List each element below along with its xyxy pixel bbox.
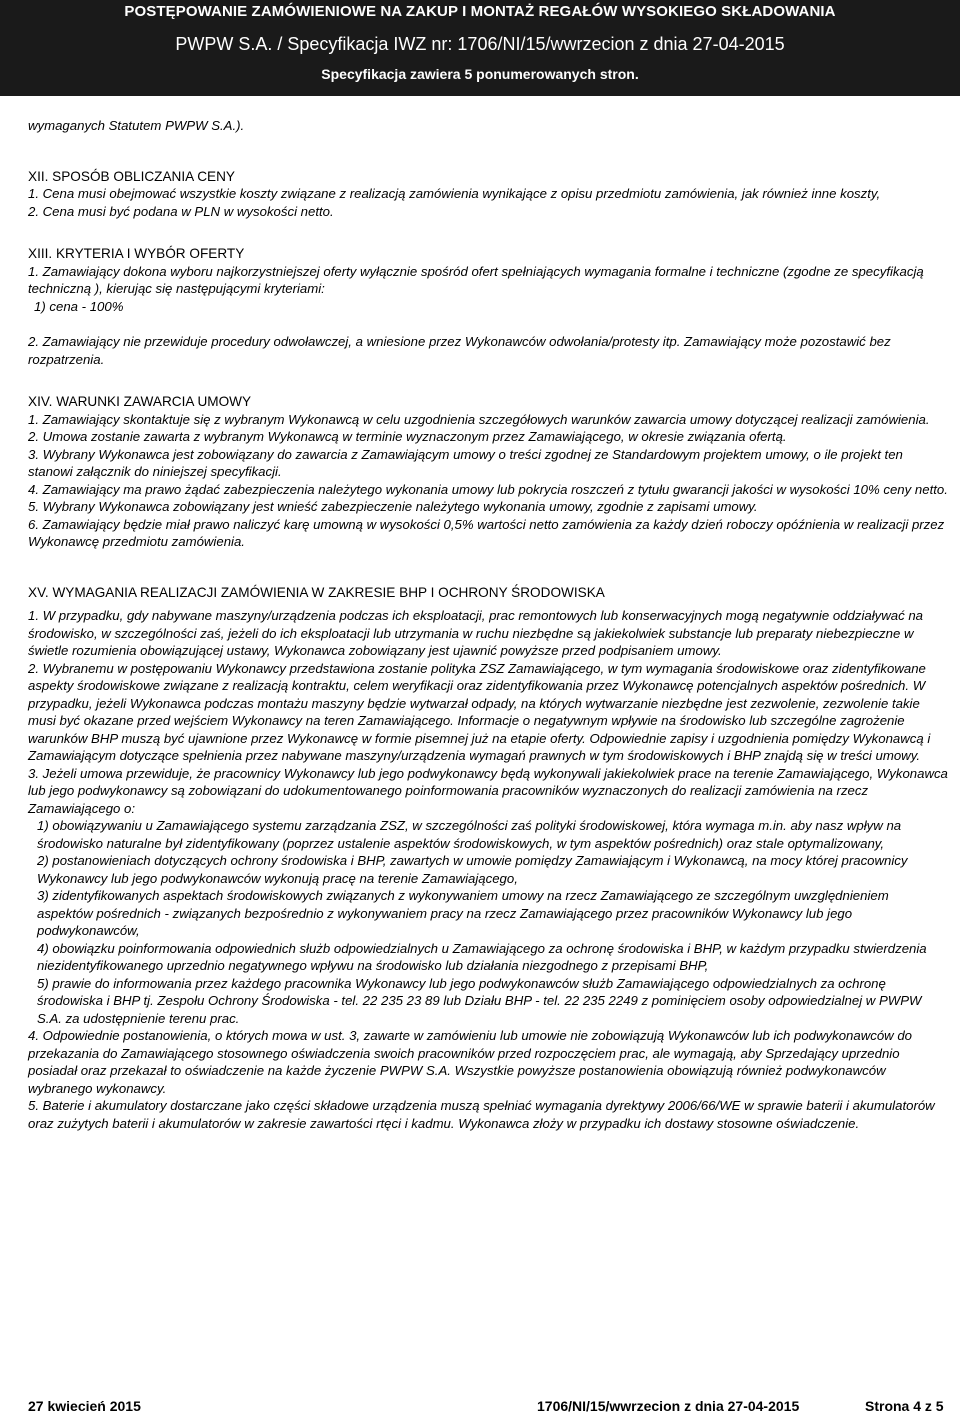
section-14-title: XIV. WARUNKI ZAWARCIA UMOWY — [28, 394, 252, 409]
footer-date: 27 kwiecień 2015 — [28, 1398, 141, 1414]
section-12-item: 2. Cena musi być podana w PLN w wysokości netto. — [28, 203, 334, 219]
section-15-subitem: 4) obowiązku poinformowania odpowiednich służb odpowiedzialnych u Zamawiającego za ochronę środowiska i BHP, w każdym przypadku stwierdzenia niezidentyfikowanego uprzednio negatywnego wpływu na środowisko lub działania niezgodnego z przepisami BHP, — [37, 940, 927, 973]
section-14-item: 1. Zamawiający skontaktuje się z wybranym Wykonawcą w celu uzgodnienia szczegółowych warunków zawarcia umowy dotyczącej realizacji zamówienia. — [28, 411, 930, 427]
section-13-title: XIII. KRYTERIA I WYBÓR OFERTY — [28, 246, 245, 261]
section-15-paragraph: 4. Odpowiednie postanowienia, o których mowa w ust. 3, zawarte w zamówieniu lub umowie nie zobowiązują Wykonawców lub ich podwykonawców do przekazania do Zamawiającego stosownego oświadczenia swoich pracowników przed rozpoczęciem prac, ale wymagają, aby Sprzedający uprzednio posiadał oraz przekazał to oświadczenie na każde życzenie PWPW S.A. Wszystkie powyższe postanowienia obowiązują również podwykonawców wybranego wykonawcy. — [28, 1028, 913, 1096]
section-15-subitem: 5) prawie do informowania przez każdego pracownika Wykonawcy lub jego podwykonawców służb Zamawiającego odpowiedzialnych za ochronę środowiska i BHP tj. Zespołu Ochrony Środowiska - tel. 22 235 23 89 lub Działu BHP - tel. 22 235 2249 z pominięciem osoby odpowiedzialnej w PWPW S.A. za udostępnienie terenu prac. — [37, 975, 922, 1026]
footer-page-number: Strona 4 z 5 — [865, 1398, 944, 1414]
section-13-paragraph: 1. Zamawiający dokona wyboru najkorzystniejszej oferty wyłącznie spośród ofert spełniających wymagania formalne i techniczne (zgodne ze specyfikacją techniczną ), kierując się następującymi kryteriami: — [28, 263, 924, 296]
section-15-title: XV. WYMAGANIA REALIZACJI ZAMÓWIENIA W ZAKRESIE BHP I OCHRONY ŚRODOWISKA — [28, 584, 605, 600]
section-14-item: 6. Zamawiający będzie miał prawo naliczyć karę umowną w wysokości 0,5% wartości netto zamówienia za każdy dzień roboczy opóźnienia w realizacji przez Wykonawcę przedmiotu zamówienia. — [28, 516, 945, 549]
intro-text: wymaganych Statutem PWPW S.A.). — [28, 118, 245, 133]
section-14-item: 2. Umowa zostanie zawarta z wybranym Wykonawcą w terminie wyznaczonym przez Zamawiającego, w okresie związania ofertą. — [28, 429, 787, 444]
section-15-subitem: 3) zidentyfikowanych aspektach środowiskowych związanych z wykonywaniem umowy na rzecz Zamawiającego ze szczególnym uwzględnieniem aspektów pośrednich - związanych bezpośrednio z wykonywaniem pracy na rzecz Zamawiającego przez pracowników Wykonawcy lub jego podwykonawców, — [37, 888, 889, 938]
section-14-item: 5. Wybrany Wykonawca zobowiązany jest wnieść zabezpieczenie należytego wykonania umowy, zgodnie z zapisami umowy. — [28, 499, 758, 514]
section-15-subitem: 2) postanowieniach dotyczących ochrony środowiska i BHP, zawartych w umowie pomiędzy Zamawiającym i Wykonawcą, na mocy której pracownicy Wykonawcy lub jego podwykonawców wykonują pracę na terenie Zamawiającego, — [37, 853, 908, 886]
section-15-paragraph: 5. Baterie i akumulatory dostarczane jako części składowe urządzenia muszą spełniać wymagania dyrektywy 2006/66/WE w sprawie baterii i akumulatorów oraz zużytych baterii i akumulatorów w zakresie zawartości rtęci i kadmu. Wykonawca złoży w przypadku ich dostawy stosowne oświadczenie. — [28, 1098, 935, 1131]
section-15-subitem: 1) obowiązywaniu u Zamawiającego systemu zarządzania ZSZ, w szczególności zaś polityki środowiskowej, która wymaga m.in. aby nasz wpływ na środowisko naturalne był zidentyfikowany (poprzez ustalenie aspektów środowiskowych, w tym aspektów pośrednich) oraz stale optymalizowany, — [37, 818, 902, 851]
document-body — [28, 117, 948, 1132]
section-13-paragraph: 2. Zamawiający nie przewiduje procedury odwoławczej, a wniesione przez Wykonawców odwołania/protesty itp. Zamawiający może pozostawić bez rozpatrzenia. — [28, 334, 891, 367]
document-header — [0, 0, 960, 96]
section-14-item: 4. Zamawiający ma prawo żądać zabezpieczenia należytego wykonania umowy lub pokrycia roszczeń z tytułu gwarancji jakości w wysokości 10% ceny netto. — [28, 481, 948, 497]
section-12-item: 1. Cena musi obejmować wszystkie koszty związane z realizacją zamówienia wynikające z opisu przedmiotu zamówienia, jak również inne koszty, — [28, 186, 881, 201]
header-page-count: Specyfikacja zawiera 5 ponumerowanych stron. — [321, 66, 639, 82]
section-15-paragraph: 2. Wybranemu w postępowaniu Wykonawcy przedstawiona zostanie polityka ZSZ Zamawiającego, w tym wymagania środowiskowe oraz zidentyfikowane aspekty środowiskowe związane z realizacją kontraktu, celem weryfikacji oraz zidentyfikowania przez Wykonawcę potencjalnych aspektów pośrednich. W przypadku, jeżeli Wykonawca podczas montażu maszyny będzie wytwarzał odpady, na których wytwarzanie niezbędne jest zezwolenie, zezwolenie takie musi być okazane przed wejściem Wykonawcy na teren Zamawiającego. Informacje o negatywnym wpływie na środowisko lub szczególne zagrożenie warunków BHP muszą być ujawnione przez Wykonawcę w formie pisemnej już na etapie oferty. Odpowiednie zapisy i uzgodnienia pomiędzy Wykonawcą i Zamawiającym dotyczące spełnienia przez nabywane maszyny/urządzenia wymagań prawnych w tym środowiskowych i BHP znajdą się w treści umowy. — [28, 660, 931, 763]
section-15-paragraph: 3. Jeżeli umowa przewiduje, że pracownicy Wykonawcy lub jego podwykonawcy będą wykonywali jakiekolwiek prace na terenie Zamawiającego, Wykonawca lub jego podwykonawcy są zobowiązani do udokumentowanego poinformowania pracowników wyznaczonych do realizacji zamówienia na rzecz Zamawiającego o: — [28, 765, 948, 816]
header-spec-number: PWPW S.A. / Specyfikacja IWZ nr: 1706/NI/15/wwrzecion z dnia 27-04-2015 — [175, 34, 785, 54]
section-14-item: 3. Wybrany Wykonawca jest zobowiązany do zawarcia z Zamawiającym umowy o treści zgodnej ze Standardowym projektem umowy, o ile projekt ten stanowi załącznik do niniejszej specyfikacji. — [28, 446, 903, 479]
header-title: POSTĘPOWANIE ZAMÓWIENIOWE NA ZAKUP I MONTAŻ REGAŁÓW WYSOKIEGO SKŁADOWANIA — [124, 3, 836, 20]
section-13-criterion: 1) cena - 100% — [34, 298, 124, 314]
section-15-paragraph: 1. W przypadku, gdy nabywane maszyny/urządzenia podczas ich eksploatacji, prac remontowych lub konserwacyjnych mogą negatywnie oddziaływać na środowisko, w szczególności zaś, jeżeli do ich eksploatacji lub utrzymania w ruchu niezbędne są jakiekolwiek substancje lub preparaty niebezpieczne w świetle rozumienia obowiązującej ustawy, Wykonawca zobowiązany jest ujawnić powyższe przed podpisaniem umowy. — [28, 608, 924, 658]
section-12-title: XII. SPOSÓB OBLICZANIA CENY — [28, 168, 235, 184]
footer-reference: 1706/NI/15/wwrzecion z dnia 27-04-2015 — [537, 1398, 800, 1414]
